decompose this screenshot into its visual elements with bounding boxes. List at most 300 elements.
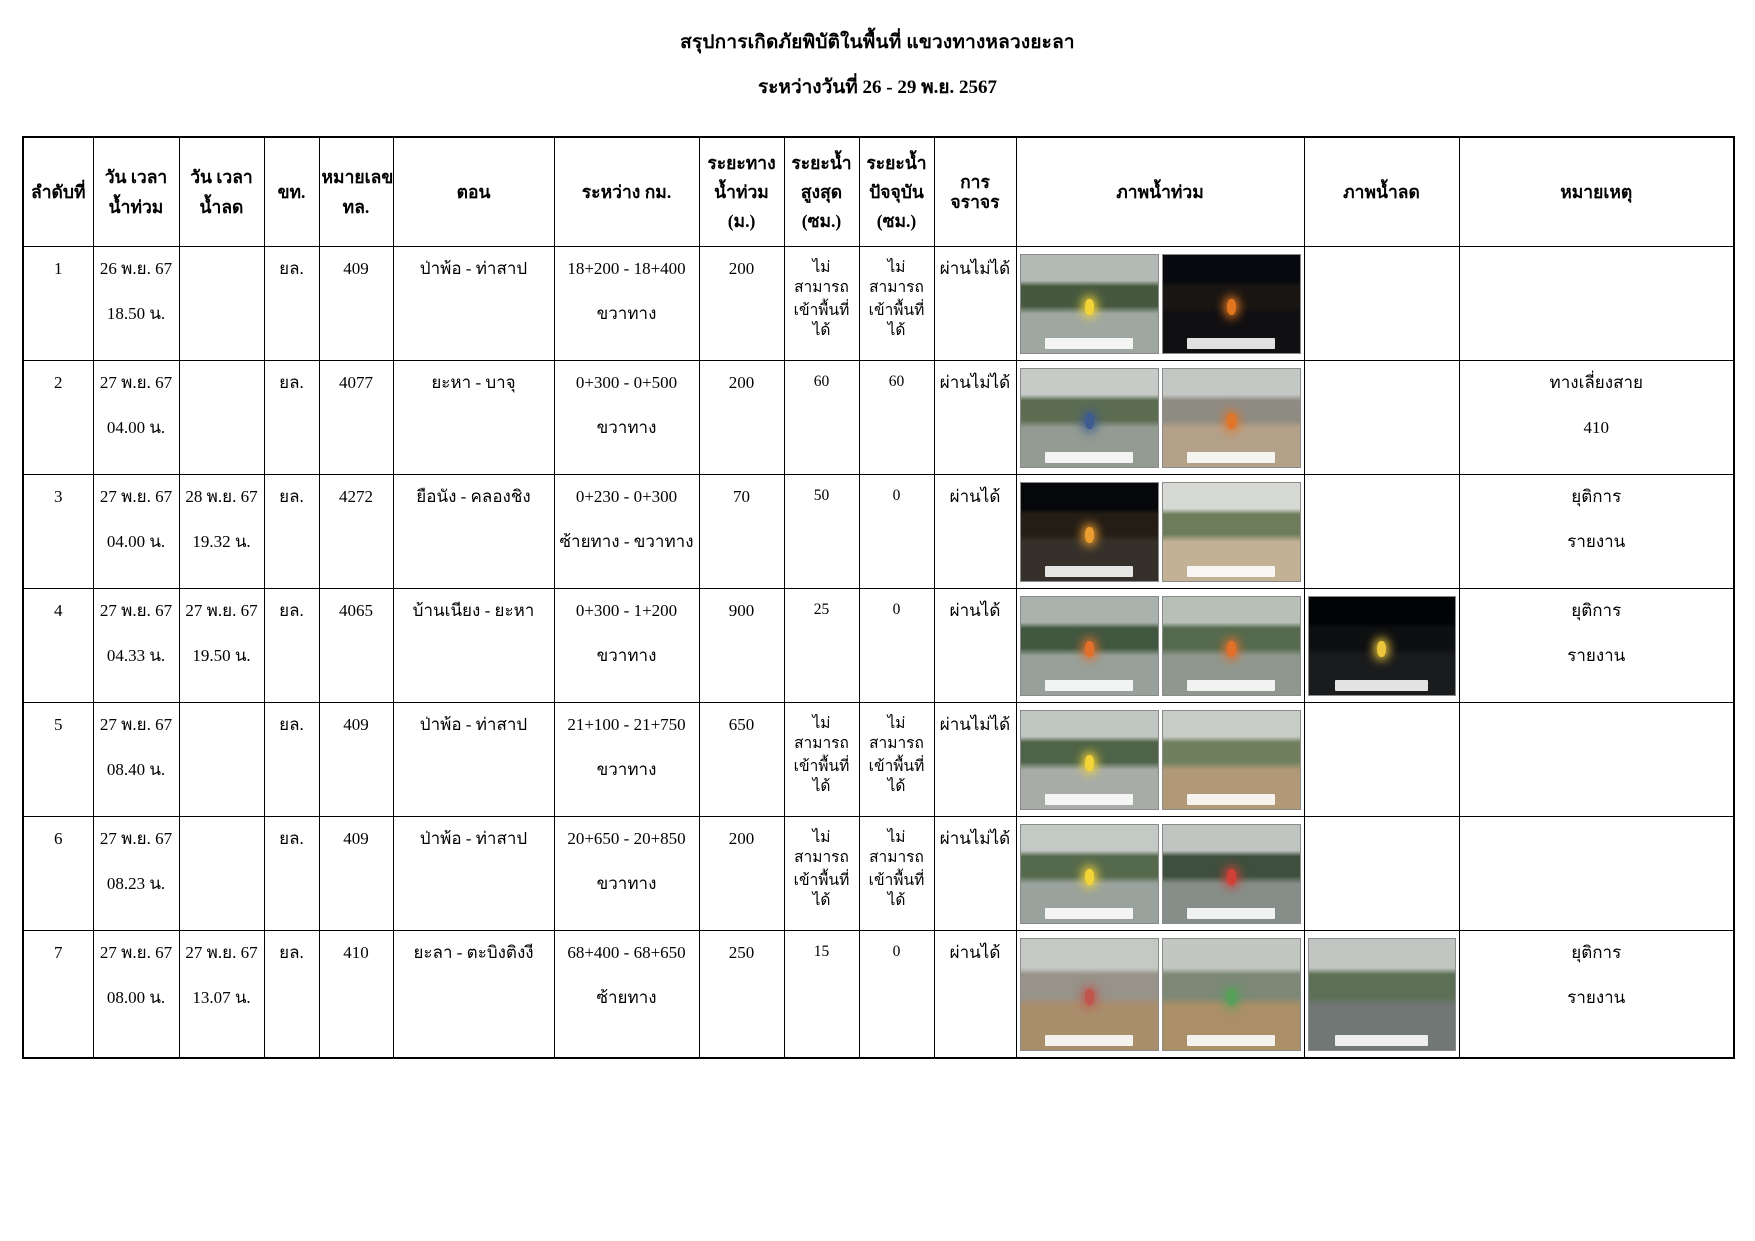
cell-text: 0+230 - 0+300 [575, 487, 678, 506]
column-header-flood_dt [93, 137, 179, 247]
cell-text: รายงาน [1567, 532, 1626, 552]
receded-photo-group [1307, 596, 1457, 696]
cell-text: 27 พ.ย. 67 [99, 601, 173, 620]
flood-photo [1020, 710, 1159, 810]
cell-traffic [934, 589, 1016, 703]
column-header-label: น้ำท่วม [714, 181, 769, 202]
cell-flood_dt [93, 361, 179, 475]
column-header-office [264, 137, 319, 247]
cell-text: 27 พ.ย. 67 [99, 373, 173, 392]
table-row [23, 475, 1734, 589]
photo-subject-marker [1227, 989, 1236, 1005]
cell-highway [319, 475, 393, 589]
column-header-label: ระยะน้ำ [791, 152, 852, 173]
cell-recede_photos [1304, 817, 1459, 931]
cell-text: เข้าพื้นที่ได้ [793, 872, 850, 910]
cell-text: เข้าพื้นที่ได้ [868, 872, 925, 910]
cell-text: 409 [343, 259, 369, 278]
cell-text: 650 [728, 715, 755, 734]
cell-text: ยุติการ [1571, 487, 1622, 506]
cell-km [554, 361, 699, 475]
column-header-recede_dt [179, 137, 264, 247]
disaster-summary-table [22, 136, 1735, 1059]
column-header-label: (ซม.) [801, 211, 842, 232]
cell-highway [319, 703, 393, 817]
cell-text: 0 [892, 487, 901, 504]
cell-recede_photos [1304, 703, 1459, 817]
photo-subject-marker [1085, 413, 1094, 429]
cell-current_level [859, 817, 934, 931]
cell-no [23, 475, 93, 589]
photo-subject-marker [1085, 989, 1094, 1005]
flood-photo [1162, 596, 1301, 696]
cell-text: 13.07 น. [192, 988, 251, 1008]
cell-section [393, 931, 554, 1059]
receded-photo-group [1307, 938, 1457, 1051]
cell-traffic [934, 703, 1016, 817]
photo-caption-strip [1045, 1035, 1133, 1046]
cell-flood_photos [1016, 475, 1304, 589]
cell-text: 6 [54, 829, 63, 848]
cell-remark [1459, 703, 1734, 817]
column-header-label: ระยะทาง [707, 152, 776, 173]
flood-photo [1020, 254, 1159, 354]
column-header-label: ทล. [342, 196, 370, 217]
cell-max_level [784, 475, 859, 589]
cell-text: ยล. [279, 487, 304, 506]
cell-text: รายงาน [1567, 646, 1626, 666]
column-header-label: ลำดับที่ [30, 181, 86, 202]
cell-recede_dt [179, 703, 264, 817]
cell-max_level [784, 817, 859, 931]
cell-text: 410 [1583, 418, 1609, 438]
cell-office [264, 817, 319, 931]
photo-subject-marker [1227, 869, 1236, 885]
cell-text: ยล. [279, 943, 304, 962]
column-header-distance [699, 137, 784, 247]
cell-text: ไม่สามารถ [869, 259, 924, 297]
cell-text: ยุติการ [1571, 601, 1622, 620]
cell-text: 50 [813, 487, 830, 504]
cell-flood_photos [1016, 247, 1304, 361]
cell-traffic [934, 475, 1016, 589]
cell-flood_dt [93, 247, 179, 361]
receded-photo [1308, 938, 1456, 1051]
cell-text: 0+300 - 0+500 [575, 373, 678, 392]
header-row [23, 137, 1734, 247]
cell-text: 1 [54, 259, 63, 278]
photo-caption-strip [1187, 566, 1275, 577]
photo-caption-strip [1187, 680, 1275, 691]
cell-text: 19.32 น. [192, 532, 251, 552]
flood-photo-group [1019, 368, 1302, 468]
cell-flood_photos [1016, 931, 1304, 1059]
column-header-label: (ม.) [727, 211, 756, 232]
flood-photo [1162, 254, 1301, 354]
cell-recede_dt [179, 475, 264, 589]
flood-photo [1020, 596, 1159, 696]
cell-km [554, 247, 699, 361]
cell-text: ขวาทาง [596, 418, 657, 438]
photo-subject-marker [1227, 413, 1236, 429]
cell-flood_dt [93, 817, 179, 931]
photo-subject-marker [1085, 641, 1094, 657]
photo-caption-strip [1187, 908, 1275, 919]
cell-text: 04.00 น. [106, 418, 166, 438]
cell-max_level [784, 703, 859, 817]
photo-caption-strip [1045, 680, 1133, 691]
cell-flood_dt [93, 703, 179, 817]
photo-caption-strip [1187, 452, 1275, 463]
photo-caption-strip [1187, 794, 1275, 805]
cell-text: 27 พ.ย. 67 [99, 829, 173, 848]
cell-distance [699, 703, 784, 817]
photo-caption-strip [1187, 338, 1275, 349]
cell-recede_dt [179, 589, 264, 703]
photo-caption-strip [1187, 1035, 1275, 1046]
cell-office [264, 589, 319, 703]
cell-office [264, 703, 319, 817]
cell-remark [1459, 361, 1734, 475]
cell-highway [319, 817, 393, 931]
cell-text: 200 [728, 829, 755, 848]
flood-photo-group [1019, 596, 1302, 696]
cell-recede_dt [179, 817, 264, 931]
cell-text: 4272 [339, 487, 373, 506]
column-header-label: วัน เวลา [104, 167, 168, 188]
cell-office [264, 361, 319, 475]
cell-text: ผ่านไม่ได้ [939, 715, 1011, 734]
cell-max_level [784, 931, 859, 1059]
column-header-current_level [859, 137, 934, 247]
cell-text: 5 [54, 715, 63, 734]
cell-current_level [859, 931, 934, 1059]
flood-photo-group [1019, 710, 1302, 810]
flood-photo [1162, 482, 1301, 582]
cell-no [23, 589, 93, 703]
cell-text: 0 [892, 601, 901, 618]
cell-text: ยล. [279, 373, 304, 392]
cell-text: ป่าพ้อ - ท่าสาป [419, 259, 528, 278]
flood-photo [1162, 938, 1301, 1051]
cell-text: 26 พ.ย. 67 [99, 259, 173, 278]
cell-current_level [859, 247, 934, 361]
cell-section [393, 247, 554, 361]
cell-text: 4077 [339, 373, 373, 392]
cell-text: เข้าพื้นที่ได้ [868, 302, 925, 340]
cell-recede_dt [179, 361, 264, 475]
cell-text: 04.33 น. [106, 646, 166, 666]
cell-recede_photos [1304, 475, 1459, 589]
cell-remark [1459, 475, 1734, 589]
photo-subject-marker [1085, 869, 1094, 885]
photo-caption-strip [1045, 794, 1133, 805]
cell-text: เข้าพื้นที่ได้ [793, 758, 850, 796]
column-header-label: ระยะน้ำ [866, 152, 927, 173]
column-header-max_level [784, 137, 859, 247]
cell-text: ยุติการ [1571, 943, 1622, 962]
cell-text: 0+300 - 1+200 [575, 601, 678, 620]
table-row [23, 247, 1734, 361]
cell-text: ขวาทาง [596, 874, 657, 894]
cell-traffic [934, 247, 1016, 361]
cell-highway [319, 931, 393, 1059]
column-header-label: ภาพน้ำท่วม [1116, 181, 1204, 202]
cell-text: ยล. [279, 829, 304, 848]
cell-flood_photos [1016, 703, 1304, 817]
cell-text: 7 [54, 943, 63, 962]
flood-photo-group [1019, 824, 1302, 924]
column-header-label: ภาพน้ำลด [1343, 181, 1420, 202]
cell-text: ขวาทาง [596, 304, 657, 324]
flood-photo [1020, 938, 1159, 1051]
cell-text: ไม่สามารถ [869, 715, 924, 753]
column-header-label: การจราจร [950, 171, 1000, 212]
cell-text: บ้านเนียง - ยะหา [412, 601, 535, 620]
cell-flood_photos [1016, 361, 1304, 475]
cell-text: 15 [813, 943, 830, 960]
cell-remark [1459, 589, 1734, 703]
table-row [23, 931, 1734, 1059]
cell-text: ซ้ายทาง [596, 988, 657, 1008]
cell-text: 19.50 น. [192, 646, 251, 666]
cell-text: เข้าพื้นที่ได้ [793, 302, 850, 340]
cell-text: 200 [728, 373, 755, 392]
cell-text: ผ่านไม่ได้ [939, 829, 1011, 848]
cell-text: ขวาทาง [596, 760, 657, 780]
cell-text: 3 [54, 487, 63, 506]
cell-text: ยะลา - ตะบิงติงงี [413, 943, 534, 962]
cell-max_level [784, 247, 859, 361]
cell-no [23, 247, 93, 361]
cell-text: 21+100 - 21+750 [567, 715, 686, 734]
cell-text: 4065 [339, 601, 373, 620]
cell-no [23, 931, 93, 1059]
cell-text: 27 พ.ย. 67 [99, 487, 173, 506]
cell-text: 250 [728, 943, 755, 962]
column-header-label: ปัจจุบัน [869, 181, 924, 202]
column-header-label: น้ำท่วม [108, 196, 164, 217]
cell-distance [699, 361, 784, 475]
photo-caption-strip [1335, 680, 1428, 691]
cell-text: 409 [343, 829, 369, 848]
flood-photo-group [1019, 254, 1302, 354]
flood-photo [1162, 368, 1301, 468]
cell-text: ยล. [279, 715, 304, 734]
cell-text: 60 [813, 373, 830, 390]
cell-flood_dt [93, 931, 179, 1059]
photo-caption-strip [1045, 452, 1133, 463]
cell-text: 28 พ.ย. 67 [185, 487, 258, 506]
cell-text: 68+400 - 68+650 [567, 943, 686, 962]
cell-recede_photos [1304, 931, 1459, 1059]
cell-flood_dt [93, 589, 179, 703]
cell-highway [319, 247, 393, 361]
photo-subject-marker [1227, 299, 1236, 315]
column-header-remark [1459, 137, 1734, 247]
column-header-label: (ซม.) [876, 211, 917, 232]
cell-remark [1459, 247, 1734, 361]
cell-text: ยะหา - บาจุ [431, 373, 516, 392]
cell-section [393, 817, 554, 931]
cell-text: 60 [888, 373, 905, 390]
cell-text: ป่าพ้อ - ท่าสาป [419, 829, 528, 848]
cell-section [393, 703, 554, 817]
cell-recede_photos [1304, 247, 1459, 361]
cell-text: ยือนัง - คลองชิง [416, 487, 531, 506]
cell-max_level [784, 589, 859, 703]
cell-text: ขวาทาง [596, 646, 657, 666]
photo-subject-marker [1377, 641, 1386, 657]
column-header-label: วัน เวลา [190, 167, 253, 188]
column-header-km [554, 137, 699, 247]
table-row [23, 589, 1734, 703]
column-header-no [23, 137, 93, 247]
flood-photo-group [1019, 482, 1302, 582]
column-header-flood_photos [1016, 137, 1304, 247]
cell-distance [699, 475, 784, 589]
cell-recede_dt [179, 931, 264, 1059]
cell-text: ซ้ายทาง - ขวาทาง [559, 532, 694, 552]
cell-office [264, 475, 319, 589]
cell-remark [1459, 931, 1734, 1059]
cell-text: 18+200 - 18+400 [567, 259, 686, 278]
cell-section [393, 475, 554, 589]
cell-flood_photos [1016, 589, 1304, 703]
cell-no [23, 361, 93, 475]
photo-subject-marker [1085, 299, 1094, 315]
cell-text: ป่าพ้อ - ท่าสาป [419, 715, 528, 734]
cell-km [554, 817, 699, 931]
cell-highway [319, 589, 393, 703]
column-header-label: ขท. [277, 181, 306, 202]
cell-traffic [934, 361, 1016, 475]
cell-text: 08.23 น. [106, 874, 166, 894]
cell-km [554, 703, 699, 817]
cell-text: ทางเลี่ยงสาย [1549, 373, 1643, 392]
column-header-section [393, 137, 554, 247]
cell-text: ผ่านไม่ได้ [939, 373, 1011, 392]
cell-text: 27 พ.ย. 67 [99, 943, 173, 962]
cell-text: 08.00 น. [106, 988, 166, 1008]
cell-text: ผ่านได้ [949, 487, 1001, 506]
cell-current_level [859, 589, 934, 703]
cell-no [23, 817, 93, 931]
cell-text: ผ่านไม่ได้ [939, 259, 1011, 278]
photo-caption-strip [1045, 338, 1133, 349]
column-header-label: หมายเหตุ [1560, 181, 1633, 202]
cell-text: 18.50 น. [106, 304, 166, 324]
cell-text: ยล. [279, 259, 304, 278]
receded-photo [1308, 596, 1456, 696]
cell-km [554, 475, 699, 589]
cell-current_level [859, 475, 934, 589]
cell-traffic [934, 931, 1016, 1059]
page-subtitle: ระหว่างวันที่ 26 - 29 พ.ย. 2567 [758, 77, 997, 98]
cell-office [264, 931, 319, 1059]
cell-text: ไม่สามารถ [794, 715, 849, 753]
flood-photo-group [1019, 938, 1302, 1051]
flood-photo [1162, 824, 1301, 924]
cell-text: 900 [728, 601, 755, 620]
cell-office [264, 247, 319, 361]
flood-photo [1020, 824, 1159, 924]
column-header-traffic [934, 137, 1016, 247]
flood-photo [1020, 368, 1159, 468]
cell-text: 409 [343, 715, 369, 734]
cell-km [554, 589, 699, 703]
column-header-label: ตอน [456, 181, 491, 202]
column-header-highway [319, 137, 393, 247]
cell-recede_photos [1304, 589, 1459, 703]
column-header-label: สูงสุด [800, 181, 843, 202]
cell-section [393, 589, 554, 703]
cell-remark [1459, 817, 1734, 931]
photo-subject-marker [1085, 755, 1094, 771]
cell-current_level [859, 361, 934, 475]
cell-text: 08.40 น. [106, 760, 166, 780]
cell-text: 4 [54, 601, 63, 620]
cell-traffic [934, 817, 1016, 931]
cell-text: 25 [813, 601, 830, 618]
cell-recede_photos [1304, 361, 1459, 475]
cell-distance [699, 931, 784, 1059]
column-header-label: หมายเลข [321, 167, 394, 188]
page-title: สรุปการเกิดภัยพิบัติในพื้นที่ แขวงทางหลวงยะลา [680, 32, 1075, 53]
cell-text: 2 [54, 373, 63, 392]
cell-section [393, 361, 554, 475]
column-header-label: ระหว่าง กม. [581, 181, 672, 202]
cell-text: รายงาน [1567, 988, 1626, 1008]
photo-caption-strip [1335, 1035, 1428, 1046]
cell-text: 70 [733, 487, 750, 506]
table-row [23, 361, 1734, 475]
cell-text: ไม่สามารถ [794, 829, 849, 867]
cell-text: 410 [343, 943, 369, 962]
table-row [23, 817, 1734, 931]
flood-photo [1162, 710, 1301, 810]
cell-flood_photos [1016, 817, 1304, 931]
cell-flood_dt [93, 475, 179, 589]
cell-text: ผ่านได้ [949, 943, 1001, 962]
table-row [23, 703, 1734, 817]
cell-text: 20+650 - 20+850 [567, 829, 686, 848]
cell-max_level [784, 361, 859, 475]
cell-text: 0 [892, 943, 901, 960]
cell-no [23, 703, 93, 817]
cell-text: ไม่สามารถ [869, 829, 924, 867]
cell-highway [319, 361, 393, 475]
photo-subject-marker [1085, 527, 1094, 543]
cell-text: ยล. [279, 601, 304, 620]
cell-distance [699, 817, 784, 931]
cell-distance [699, 589, 784, 703]
cell-text: เข้าพื้นที่ได้ [868, 758, 925, 796]
document-header [0, 0, 1755, 102]
cell-text: ผ่านได้ [949, 601, 1001, 620]
cell-text: 27 พ.ย. 67 [185, 601, 258, 620]
cell-text: 04.00 น. [106, 532, 166, 552]
cell-text: 27 พ.ย. 67 [185, 943, 258, 962]
column-header-recede_photos [1304, 137, 1459, 247]
photo-subject-marker [1227, 641, 1236, 657]
flood-photo [1020, 482, 1159, 582]
photo-caption-strip [1045, 566, 1133, 577]
cell-km [554, 931, 699, 1059]
cell-text: ไม่สามารถ [794, 259, 849, 297]
cell-distance [699, 247, 784, 361]
cell-text: 200 [728, 259, 755, 278]
